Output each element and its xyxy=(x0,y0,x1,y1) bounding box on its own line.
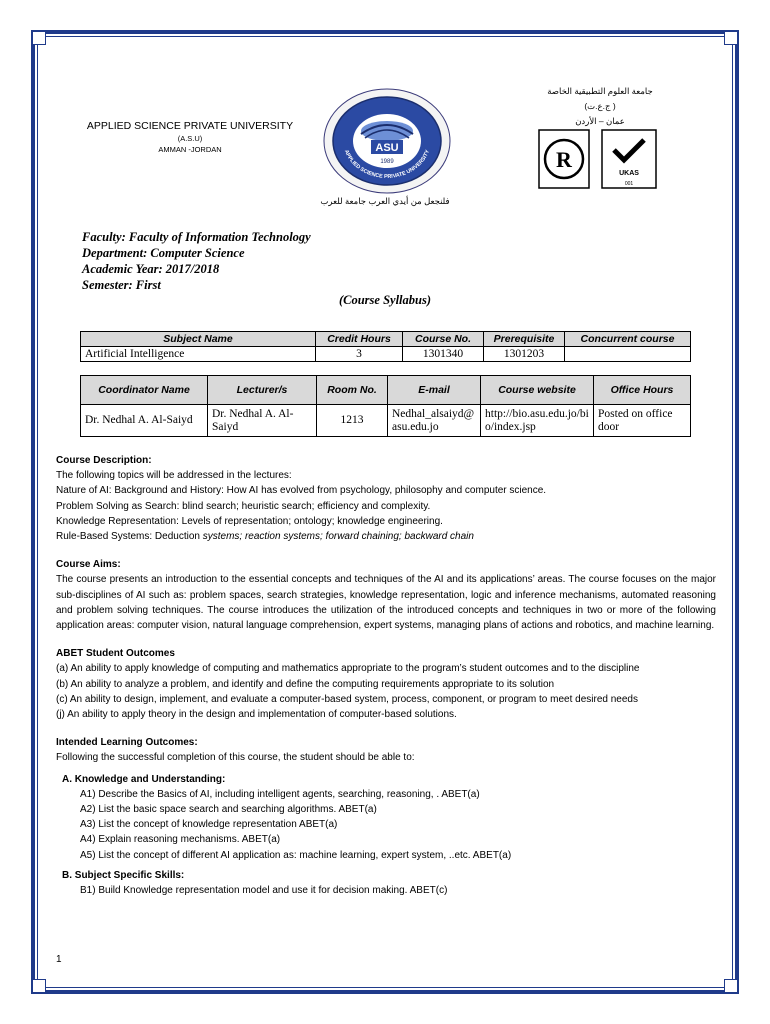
university-location: AMMAN -JORDAN xyxy=(158,145,222,154)
university-abbrev: (A.S.U) xyxy=(177,134,203,143)
certification-logos xyxy=(538,128,658,190)
section-heading: ABET Student Outcomes xyxy=(56,648,175,660)
table-row xyxy=(81,347,691,362)
ukas-cert-icon xyxy=(602,130,656,188)
university-location-ar: عمان – الأردن xyxy=(575,116,625,126)
table-header: Prerequisite xyxy=(484,332,565,347)
department: Department: Computer Science xyxy=(82,246,245,260)
text-line: Knowledge Representation: Levels of representation; ontology; knowledge engineering. xyxy=(56,515,443,527)
section-heading: Course Description: xyxy=(56,455,152,466)
table-cell: 1301203 xyxy=(484,347,565,362)
seal-label: ASU xyxy=(375,142,399,154)
table-cell: 3 xyxy=(316,347,403,362)
email-cell[interactable]: Nedhal_alsaiyd@asu.edu.jo xyxy=(388,405,481,437)
table-header: Lecturer/s xyxy=(208,376,317,405)
list-item: B1) Build Knowledge representation model and use it for decision making. ABET(c) xyxy=(80,885,448,897)
table-header: Course website xyxy=(481,376,594,405)
list-item: A1) Describe the Basics of AI, including intelligent agents, searching, reasoning, . ABET(a) xyxy=(80,788,480,800)
list-item: (b) An ability to analyze a problem, and identify and define the computing requirements appropriate to its solution xyxy=(56,678,555,690)
table-cell: Artificial Intelligence xyxy=(81,347,316,362)
table-header-row xyxy=(81,332,691,347)
course-info-table xyxy=(80,331,691,362)
section-heading: Intended Learning Outcomes: xyxy=(56,737,198,749)
table-header: Coordinator Name xyxy=(81,376,208,405)
table-header: Subject Name xyxy=(81,332,316,347)
table-header: Office Hours xyxy=(594,376,691,405)
table-cell: 1301340 xyxy=(403,347,484,362)
seal-ring-text: APPLIED SCIENCE PRIVATE UNIVERSITY xyxy=(342,149,432,180)
course-website-link[interactable]: http://bio.asu.edu.jo/bio/index.jsp xyxy=(481,405,594,437)
text-line xyxy=(56,529,716,544)
text-line: Nature of AI: Background and History: How AI has evolved from psychology, philosophy and computer science. xyxy=(56,485,547,497)
ukas-code: 001 xyxy=(624,181,634,187)
list-item: (c) An ability to design, implement, and evaluate a computer-based system, process, component, or program to meet desired needs xyxy=(56,693,638,705)
university-seal-icon xyxy=(320,86,455,196)
subsection-heading: B. Subject Specific Skills: xyxy=(62,869,185,881)
paragraph: The course presents an introduction to the essential concepts and techniques of the AI and its applications’ areas. The course focuses on the major sub-disciplines of AI such as: problem spaces, search strategies, knowledge representation, logic and inference mechanisms, automated reasoning and problem solving techniques. The course introduces the utilization of the introduced concepts and techniques in two or more of the following application areas: computer vision, natural language comprehension, expert systems, managing plans of actions and robotics, and machine learning. xyxy=(56,574,716,632)
list-item: A3) List the concept of knowledge representation ABET(a) xyxy=(80,819,338,831)
list-item: A5) List the concept of different AI application as: machine learning, expert system, ..etc. ABET(a) xyxy=(80,849,512,861)
table-cell: Posted on office door xyxy=(594,405,691,437)
svg-text:R: R xyxy=(556,147,572,172)
list-item: (j) An ability to apply theory in the design and implementation of computer-based solutions. xyxy=(56,709,457,721)
table-cell xyxy=(565,347,691,362)
outcomes-list-b xyxy=(56,883,716,898)
table-header: E-mail xyxy=(388,376,481,405)
border-corner xyxy=(32,31,46,45)
staff-info-table xyxy=(80,375,691,437)
border-corner xyxy=(32,979,46,993)
list-item: A4) Explain reasoning mechanisms. ABET(a) xyxy=(80,834,281,846)
text-fragment: Rule-Based Systems: Deduction xyxy=(56,531,203,543)
university-abbrev-ar: ( ج.ع.ت) xyxy=(584,101,616,111)
university-name-ar xyxy=(520,84,680,129)
subsection-heading: A. Knowledge and Understanding: xyxy=(62,773,226,785)
table-header: Concurrent course xyxy=(565,332,691,347)
table-cell: 1213 xyxy=(317,405,388,437)
seal-year: 1989 xyxy=(380,159,394,165)
list-item: A2) List the basic space search and searching algorithms. ABET(a) xyxy=(80,804,377,816)
page-number: 1 xyxy=(56,954,62,965)
border-corner xyxy=(724,979,738,993)
table-header-row xyxy=(81,376,691,405)
university-name-ar-line: جامعة العلوم التطبيقية الخاصة xyxy=(547,86,653,96)
course-meta xyxy=(82,229,311,293)
faculty: Faculty: Faculty of Information Technology xyxy=(82,230,311,244)
table-row xyxy=(81,405,691,437)
university-name-line: APPLIED SCIENCE PRIVATE UNIVERSITY xyxy=(86,120,294,132)
university-motto: فلنجعل من أيدي العرب جامعة للعرب xyxy=(320,196,450,206)
table-cell: Dr. Nedhal A. Al-Saiyd xyxy=(81,405,208,437)
section-heading: Course Aims: xyxy=(56,559,121,571)
outcomes-list-a xyxy=(56,787,716,863)
table-cell: Dr. Nedhal A. Al-Saiyd xyxy=(208,405,317,437)
list-item: (a) An ability to apply knowledge of computing and mathematics appropriate to the program’s student outcomes and to the discipline xyxy=(56,663,640,675)
table-header: Credit Hours xyxy=(316,332,403,347)
academic-year: Academic Year: 2017/2018 xyxy=(82,262,220,276)
text-line: Following the successful completion of this course, the student should be able to: xyxy=(56,752,415,764)
semester: Semester: First xyxy=(82,278,161,292)
document-title: (Course Syllabus) xyxy=(338,293,432,307)
border-corner xyxy=(724,31,738,45)
syllabus-body xyxy=(56,453,716,898)
text-fragment-italic: systems; reaction systems; forward chaining; backward chain xyxy=(202,531,474,543)
text-line: Problem Solving as Search: blind search; heuristic search; efficiency and complexity. xyxy=(56,500,431,512)
university-name-en xyxy=(80,120,300,155)
table-header: Room No. xyxy=(317,376,388,405)
table-header: Course No. xyxy=(403,332,484,347)
ukas-label: UKAS xyxy=(619,170,639,177)
text-line: The following topics will be addressed in the lectures: xyxy=(56,470,292,482)
